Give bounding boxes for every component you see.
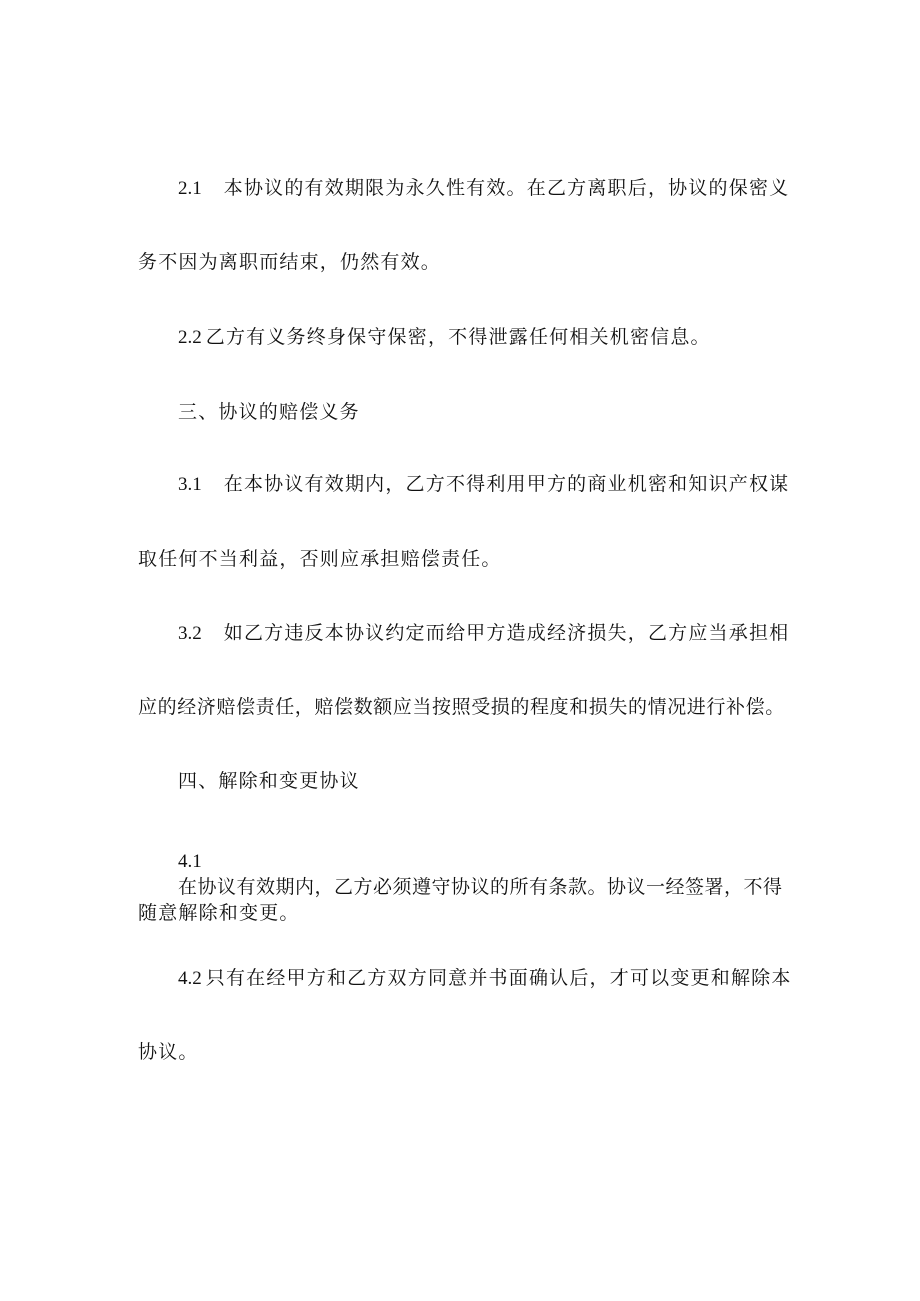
clause-3-2-number: 3.2 [178, 623, 202, 644]
clause-3-1-text-2: 取任何不当利益，否则应承担赔偿责任。 [138, 548, 502, 570]
clause-2-2-number: 2.2 [178, 327, 202, 348]
clause-2-1-text-2: 务不因为离职而结束，仍然有效。 [138, 251, 442, 273]
clause-2-1-number: 2.1 [178, 178, 202, 199]
clause-3-2-text-2: 应的经济赔偿责任，赔偿数额应当按照受损的程度和损失的情况进行补偿。 [138, 696, 785, 718]
clause-4-1-number-line [178, 849, 202, 874]
clause-4-2-number: 4.2 [178, 968, 202, 989]
clause-3-2-text-1: 如乙方违反本协议约定而给甲方造成经济损失，乙方应当承担相 [223, 622, 790, 644]
clause-4-2-text-2: 协议。 [138, 1041, 199, 1063]
clause-2-1-line-1 [178, 176, 789, 201]
clause-4-2-line-2 [138, 1040, 199, 1064]
clause-4-2-line-1 [178, 966, 792, 991]
clause-2-1-line-2 [138, 250, 441, 274]
clause-4-1-number: 4.1 [178, 851, 202, 872]
clause-3-1-line-1 [178, 472, 789, 497]
clause-3-1-text-1: 在本协议有效期内，乙方不得利用甲方的商业机密和知识产权谋 [223, 473, 790, 495]
clause-4-1-line-1 [178, 875, 783, 899]
clause-4-1-text-2: 随意解除和变更。 [138, 902, 300, 924]
clause-4-1-line-2 [138, 901, 300, 925]
clause-3-1-number: 3.1 [178, 474, 202, 495]
section-heading-4: 四、解除和变更协议 [178, 770, 360, 792]
clause-3-1-line-2 [138, 547, 502, 571]
clause-3-2-line-1 [178, 621, 789, 646]
clause-4-1-text-1: 在协议有效期内，乙方必须遵守协议的所有条款。协议一经签署，不得 [178, 876, 783, 898]
clause-2-2-line-1 [178, 325, 711, 350]
clause-2-1-text-1: 本协议的有效期限为永久性有效。在乙方离职后，协议的保密义 [223, 177, 790, 199]
clause-4-2-text-1: 只有在经甲方和乙方双方同意并书面确认后，才可以变更和解除本 [205, 967, 792, 989]
section-heading-3: 三、协议的赔偿义务 [178, 401, 360, 423]
clause-2-2-text-1: 乙方有义务终身保守保密，不得泄露任何相关机密信息。 [205, 326, 711, 348]
clause-3-2-line-2 [138, 695, 785, 719]
